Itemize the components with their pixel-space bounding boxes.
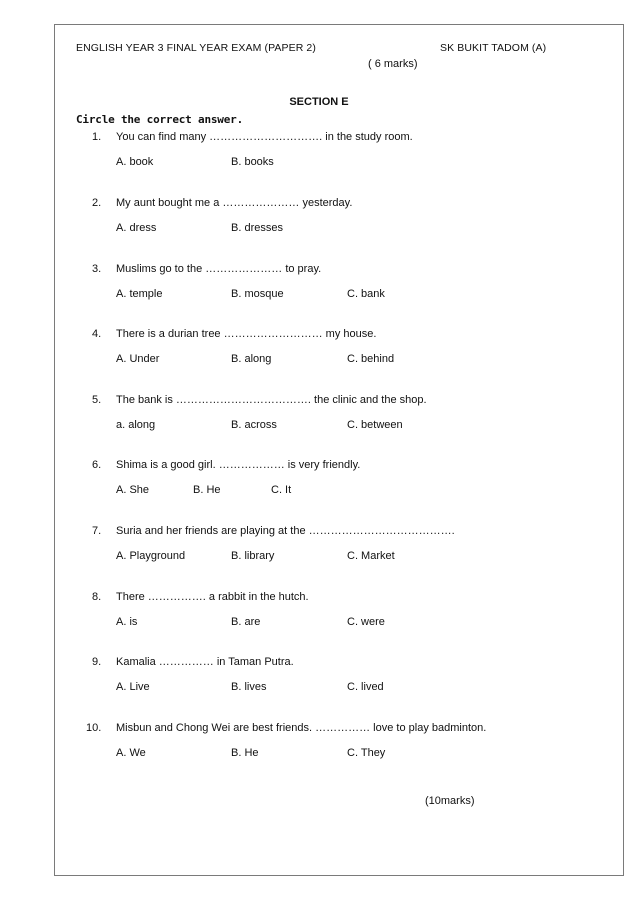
header-exam-title: ENGLISH YEAR 3 FINAL YEAR EXAM (PAPER 2) — [76, 42, 316, 54]
option-b[interactable]: B. He — [231, 747, 259, 759]
option-b[interactable]: B. lives — [231, 681, 267, 693]
option-a[interactable]: A. dress — [116, 222, 157, 234]
option-c[interactable]: C. It — [271, 484, 292, 496]
option-b[interactable]: B. dresses — [231, 222, 283, 234]
marks-previous-section: ( 6 marks) — [368, 58, 418, 70]
question-text: The bank is ………………………………. the clinic and the shop. — [116, 394, 427, 406]
question-number: 9. — [92, 656, 102, 668]
option-b[interactable]: B. books — [231, 156, 274, 168]
question-4 — [0, 328, 638, 388]
question-text: Muslims go to the ………………… to pray. — [116, 263, 322, 275]
option-a[interactable]: a. along — [116, 419, 156, 431]
option-a[interactable]: A. She — [116, 484, 150, 496]
question-number: 3. — [92, 263, 102, 275]
option-a[interactable]: A. temple — [116, 288, 163, 300]
option-a[interactable]: A. Playground — [116, 550, 186, 562]
option-b[interactable]: B. He — [193, 484, 221, 496]
option-b[interactable]: B. are — [231, 616, 261, 628]
option-b[interactable]: B. along — [231, 353, 272, 365]
question-8 — [0, 591, 638, 651]
question-number: 1. — [92, 131, 102, 143]
question-number: 2. — [92, 197, 102, 209]
instruction: Circle the correct answer. — [76, 113, 243, 126]
question-number: 6. — [92, 459, 102, 471]
question-3 — [0, 263, 638, 323]
question-text: Kamalia …………… in Taman Putra. — [116, 656, 294, 668]
question-text: Shima is a good girl. ……………… is very friendly. — [116, 459, 361, 471]
option-b[interactable]: B. library — [231, 550, 275, 562]
header-school-name: SK BUKIT TADOM (A) — [440, 42, 547, 54]
section-title: SECTION E — [289, 96, 349, 108]
question-number: 4. — [92, 328, 102, 340]
option-a[interactable]: A. is — [116, 616, 138, 628]
question-7 — [0, 525, 638, 585]
option-a[interactable]: A. Live — [116, 681, 150, 693]
question-5 — [0, 394, 638, 454]
option-c[interactable]: C. bank — [347, 288, 385, 300]
option-c[interactable]: C. lived — [347, 681, 384, 693]
question-2 — [0, 197, 638, 257]
question-number: 10. — [86, 722, 102, 734]
marks-total: (10marks) — [425, 795, 475, 807]
question-number: 8. — [92, 591, 102, 603]
option-c[interactable]: C. were — [347, 616, 385, 628]
option-b[interactable]: B. mosque — [231, 288, 284, 300]
option-c[interactable]: C. behind — [347, 353, 395, 365]
option-c[interactable]: C. between — [347, 419, 403, 431]
question-number: 5. — [92, 394, 102, 406]
question-text: There ……………. a rabbit in the hutch. — [116, 591, 309, 603]
option-c[interactable]: C. Market — [347, 550, 395, 562]
question-text: You can find many …………………………. in the study room. — [116, 131, 413, 143]
option-c[interactable]: C. They — [347, 747, 386, 759]
question-10 — [0, 722, 638, 782]
option-b[interactable]: B. across — [231, 419, 277, 431]
option-a[interactable]: A. We — [116, 747, 146, 759]
question-6 — [0, 459, 638, 519]
question-text: There is a durian tree ……………………… my house. — [116, 328, 377, 340]
question-1 — [0, 131, 638, 191]
question-text: Suria and her friends are playing at the …………………………………. — [116, 525, 455, 537]
question-9 — [0, 656, 638, 716]
question-text: My aunt bought me a ………………… yesterday. — [116, 197, 353, 209]
question-text: Misbun and Chong Wei are best friends. …………… love to play badminton. — [116, 722, 487, 734]
question-number: 7. — [92, 525, 102, 537]
option-a[interactable]: A. Under — [116, 353, 160, 365]
option-a[interactable]: A. book — [116, 156, 154, 168]
